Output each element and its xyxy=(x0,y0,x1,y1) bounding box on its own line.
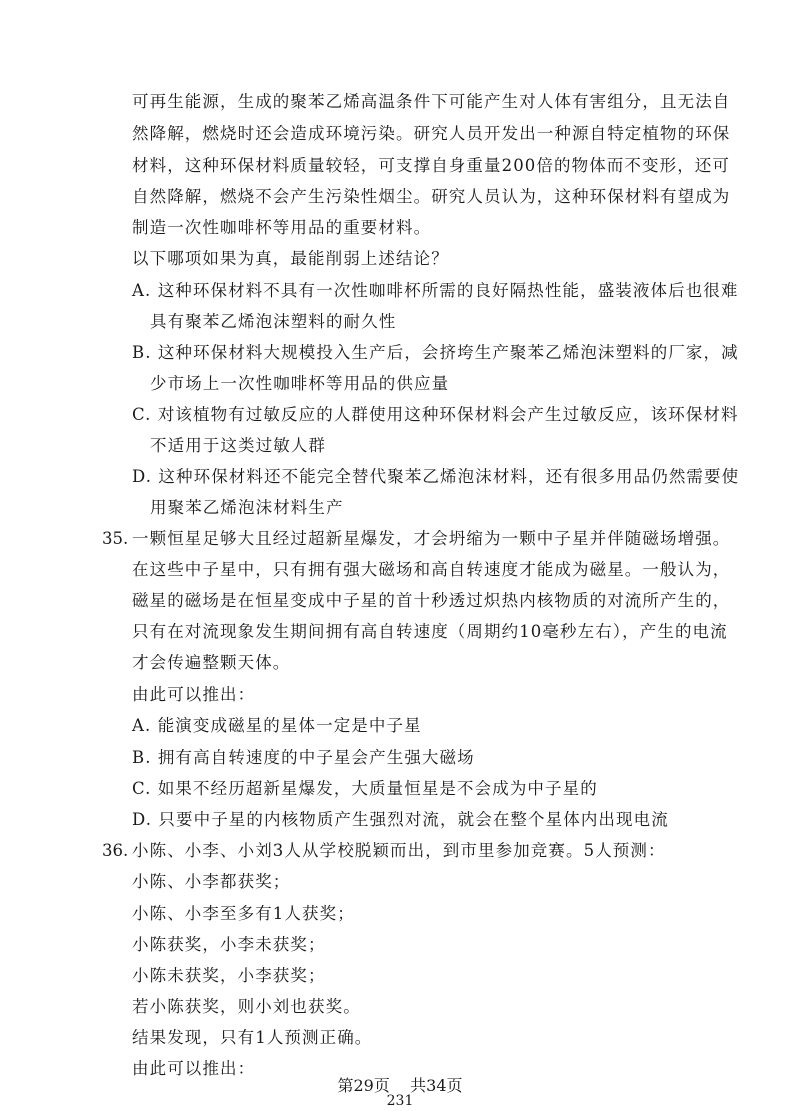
question-stem: 由此可以推出： xyxy=(132,1059,256,1078)
prediction-item: 若小陈获奖，则小刘也获奖。 xyxy=(132,997,361,1016)
passage-line: 然降解，燃烧时还会造成环境污染。研究人员开发出一种源自特定植物的环保 xyxy=(132,124,731,143)
q35-text-line: 在这些中子星中，只有拥有强大磁场和高自转速度才能成为磁星。一般认为， xyxy=(132,560,731,579)
option-b-line2: 少市场上一次性咖啡杯等用品的供应量 xyxy=(150,374,450,393)
prediction-item: 小陈、小李都获奖； xyxy=(132,872,291,891)
prediction-item: 小陈、小李至多有1人获奖； xyxy=(132,904,355,923)
q35-text-line: 磁星的磁场是在恒星变成中子星的首十秒透过炽热内核物质的对流所产生的， xyxy=(132,591,731,610)
prediction-item: 小陈未获奖，小李获奖； xyxy=(132,966,326,985)
option-d-line2: 用聚苯乙烯泡沫材料生产 xyxy=(150,498,344,517)
option-c: C. 如果不经历超新星爆发，大质量恒星是不会成为中子星的 xyxy=(132,779,598,798)
option-b: B. 拥有高自转速度的中子星会产生强大磁场 xyxy=(132,748,475,767)
q35-text-line: 只有在对流现象发生期间拥有高自转速度（周期约10毫秒左右），产生的电流 xyxy=(132,622,728,641)
option-c-line2: 不适用于这类过敏人群 xyxy=(150,436,326,455)
option-a-line1: A. 这种环保材料不具有一次性咖啡杯所需的良好隔热性能，盛装液体后也很难 xyxy=(132,281,739,300)
q35-text-line: 才会传遍整颗天体。 xyxy=(132,653,291,672)
page-info: 第29页 共34页 xyxy=(337,1076,463,1095)
q36-result: 结果发现，只有1人预测正确。 xyxy=(132,1028,373,1047)
option-d-line1: D. 这种环保材料还不能完全替代聚苯乙烯泡沫材料，还有很多用品仍然需要使 xyxy=(132,467,740,486)
option-a-line2: 具有聚苯乙烯泡沫塑料的耐久性 xyxy=(150,312,397,331)
question-stem: 以下哪项如果为真，最能削弱上述结论？ xyxy=(132,249,449,268)
question-number: 35. xyxy=(102,529,129,548)
prediction-item: 小陈获奖，小李未获奖； xyxy=(132,935,326,954)
option-b-line1: B. 这种环保材料大规模投入生产后，会挤垮生产聚苯乙烯泡沫塑料的厂家，减 xyxy=(132,343,739,362)
page-number: 231 xyxy=(386,1093,414,1109)
q35-text-line: 一颗恒星足够大且经过超新星爆发，才会坍缩为一颗中子星并伴随磁场增强。 xyxy=(132,529,731,548)
option-c-line1: C. 对该植物有过敏反应的人群使用这种环保材料会产生过敏反应，该环保材料 xyxy=(132,405,739,424)
q36-intro: 小陈、小李、小刘3人从学校脱颖而出，到市里参加竞赛。5人预测： xyxy=(132,841,666,860)
question-number: 36. xyxy=(102,841,129,860)
passage-line: 可再生能源，生成的聚苯乙烯高温条件下可能产生对人体有害组分，且无法自 xyxy=(132,92,731,111)
passage-line: 材料，这种环保材料质量较轻，可支撑自身重量200倍的物体而不变形，还可 xyxy=(132,156,730,175)
passage-line: 制造一次性咖啡杯等用品的重要材料。 xyxy=(132,218,432,237)
question-stem: 由此可以推出： xyxy=(132,685,256,704)
option-d: D. 只要中子星的内核物质产生强烈对流，就会在整个星体内出现电流 xyxy=(132,810,669,829)
passage-line: 自然降解，燃烧不会产生污染性烟尘。研究人员认为，这种环保材料有望成为 xyxy=(132,187,731,206)
option-a: A. 能演变成磁星的星体一定是中子星 xyxy=(132,716,422,735)
